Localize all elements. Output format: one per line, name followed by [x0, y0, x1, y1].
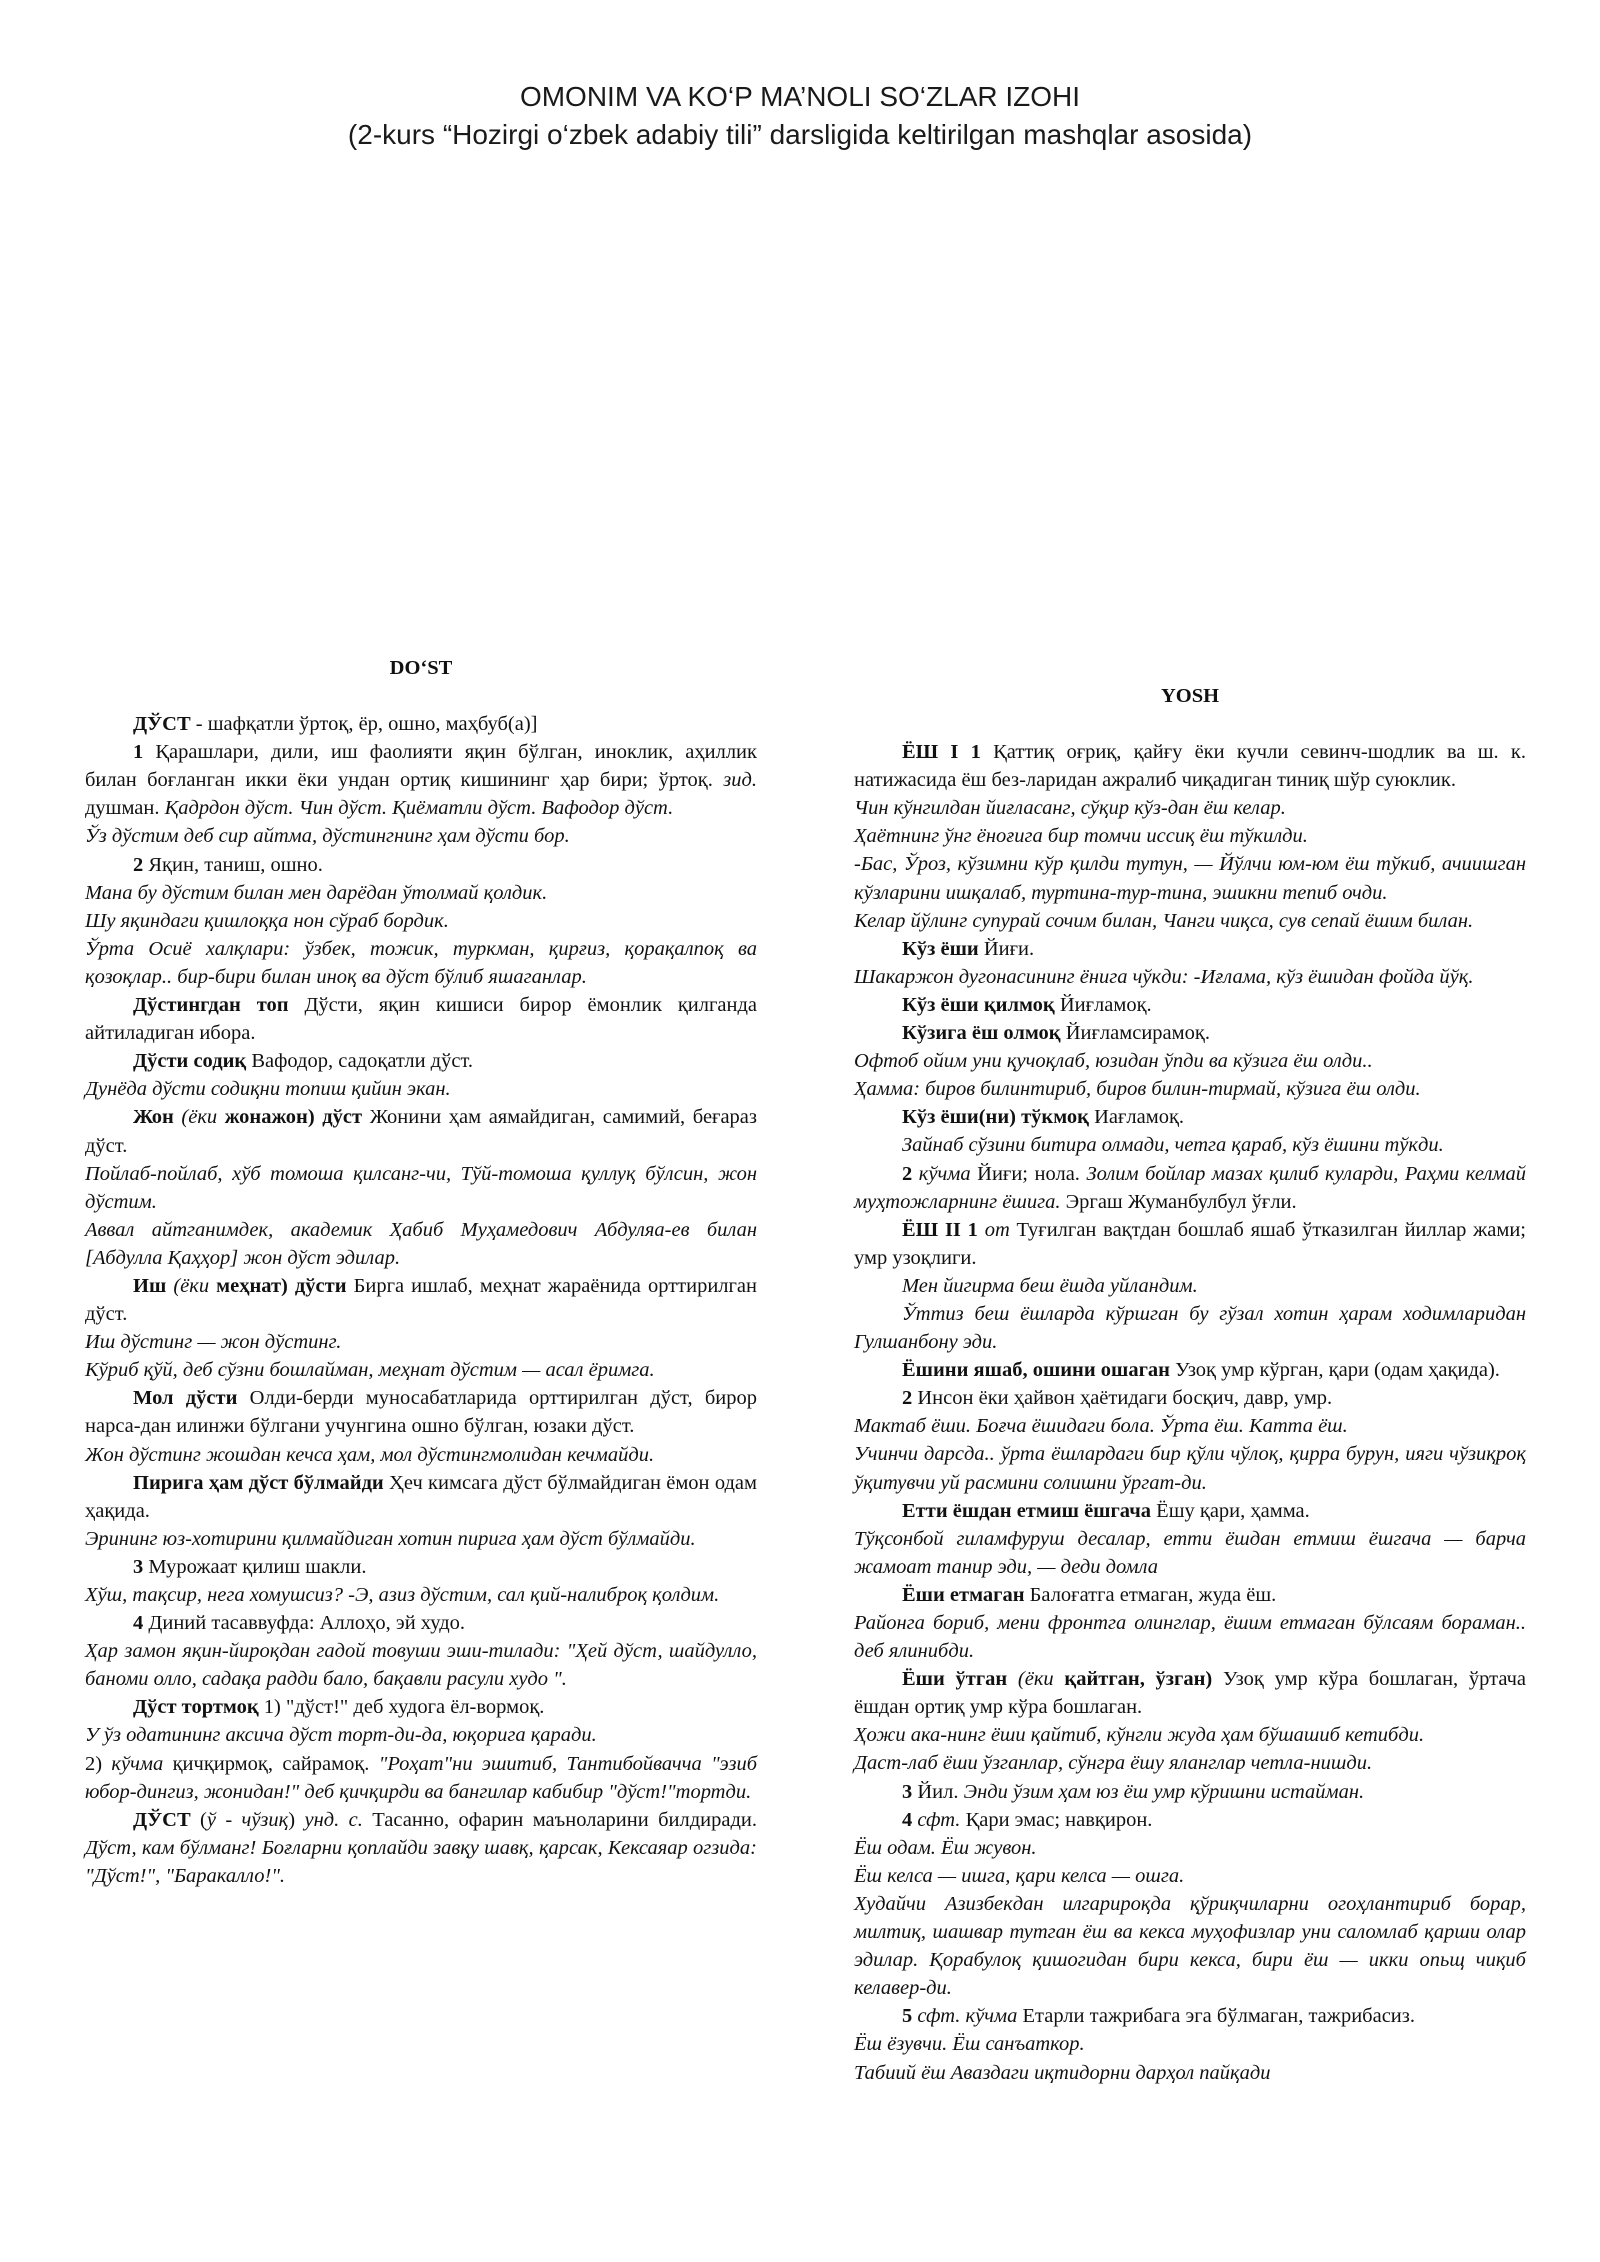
text-run: 1) "дўст!" деб худога ёл-вормоқ. — [258, 1696, 545, 1719]
entry-term: ЁШ I 1 — [902, 741, 981, 764]
example-sentence: У ўз одатининг аксича дўст торт-ди-да, юқорига қаради. — [85, 1724, 597, 1747]
definition-paragraph — [854, 1216, 1526, 1272]
definition-paragraph — [854, 738, 1526, 794]
italic-text: (ёки — [1007, 1668, 1065, 1691]
definition-paragraph — [854, 991, 1526, 1019]
example-sentence: Пойлаб-пойлаб, хўб томоша қилсанг-чи, Тўй-томоша қуллуқ бўлсин, жон дўстим. — [85, 1162, 757, 1213]
example-sentence: Аввал айтганимдек, академик Ҳабиб Муҳамедович Абдуляа-ев билан [Абдулла Қаҳҳор] жон дўст эдилар. — [85, 1218, 757, 1269]
definition-paragraph — [85, 1609, 757, 1637]
italic-text: кўчма — [111, 1752, 164, 1775]
entry-term: 4 — [902, 1808, 913, 1831]
text-run: Йиғламоқ. — [1054, 993, 1152, 1016]
example-sentence: Жон дўстинг жошдан кечса ҳам, мол дўстингмолидан кечмайди. — [85, 1443, 655, 1466]
example-sentence: Шакаржон дугонасининг ёнига чўкди: -Иғлама, кўз ёшидан фойда йўқ. — [854, 965, 1474, 988]
example-sentence: -Бас, Ўроз, кўзимни кўр қилди тутун, — Йўлчи юм-юм ёш тўкиб, ачиишган кўзларини ишқалаб, туртина-тур-тина, эшикни тепиб очди. — [854, 853, 1526, 904]
example-sentence: Райoнга бориб, мени фронтга олинглар, ёшим етмаган бўлсаям бораман.. деб ялинибди. — [854, 1612, 1526, 1663]
text-run: душман. — [85, 797, 165, 820]
text-run: Инсон ёки ҳайвон ҳаётидаги босқич, давр, умр. — [912, 1387, 1333, 1410]
italic-text: "Роҳат"ни эшитиб, Тантибойвачча "эзиб юбор-дингиз, жонидан!" деб қичқирди ва бангилар кабибир "дўст!"тортди. — [85, 1752, 757, 1803]
example-sentence: Ёш ёзувчи. Ёш санъаткор. — [854, 2033, 1085, 2056]
entry-term: ЁШ II 1 — [902, 1218, 978, 1241]
definition-paragraph — [85, 1272, 757, 1328]
italic-text: Қадрдон дўст. Чин дўст. Қиёматли дўст. Вафодор дўст. — [164, 797, 674, 820]
text-run: Туғилган вақтдан бошлаб яшаб ўтказилган йиллар жами; умр узоқлиги. — [854, 1218, 1526, 1269]
text-run: Етарли тажрибага эга бўлмаган, тажрибасиз. — [1017, 2005, 1415, 2028]
entry-term: ДЎСТ — [133, 713, 191, 736]
text-run: Йил. — [912, 1780, 964, 1803]
right-column-yosh — [854, 682, 1526, 2087]
entry-term: жонажон) дўст — [224, 1106, 363, 1129]
text-run: Йиғламсирамоқ. — [1060, 1022, 1210, 1045]
italic-text: кўчма — [918, 1162, 971, 1185]
text-run: Узоқ умр кўра бошлаган, ўртача ёшдан ортиқ умр кўра бошлаган. — [854, 1668, 1527, 1719]
entry-term: Иш — [133, 1274, 167, 1297]
entry-term: қайтган, ўзган) — [1064, 1668, 1213, 1691]
definition-paragraph — [854, 1581, 1526, 1609]
text-run: Дўсти, яқин кишиси бирор ёмонлик қилганда айтиладиган ибора. — [85, 994, 757, 1045]
text-run: Мурожаат қилиш шакли. — [143, 1555, 367, 1578]
example-sentence: Учинчи дарсда.. ўрта ёшлардаги бир қўли чўлоқ, қирра бурун, ияги чўзиқроқ ўқитувчи уй расмини солишни ўргат-ди. — [854, 1443, 1526, 1494]
text-run: - шафқатли ўртоқ, ёр, ошно, маҳбуб(а)] — [190, 713, 538, 736]
entry-term: 2 — [902, 1162, 913, 1185]
text-run: Диний тасаввуфда: Аллоҳо, эй худо. — [143, 1612, 466, 1635]
definition-paragraph — [854, 1778, 1526, 1806]
example-sentence: Эрининг юз-хотирини қилмайдиган хотин пирига ҳам дўст бўлмайди. — [85, 1527, 696, 1550]
entry-term: 3 — [133, 1555, 144, 1578]
entry-term: 2 — [133, 853, 144, 876]
definition-paragraph — [85, 710, 757, 738]
definition-paragraph — [85, 1047, 757, 1075]
text-run: Яқин, таниш, ошно. — [143, 853, 323, 876]
entry-term: 4 — [133, 1612, 144, 1635]
text-run: Жонини ҳам аямайдиган, самимий, беғараз дўст. — [85, 1106, 757, 1157]
entry-term: меҳнат) дўсти — [216, 1274, 347, 1297]
definition-paragraph — [854, 1497, 1526, 1525]
definition-paragraph — [85, 851, 757, 879]
example-sentence: Келар йўлинг супурай сочим билан, Чанги чиқса, сув сепай ёшим билан. — [854, 909, 1474, 932]
entry-term: Кўз ёши қилмоқ — [902, 993, 1055, 1016]
definition-paragraph — [854, 935, 1526, 963]
right-column-body — [854, 738, 1526, 2087]
example-sentence: Ўз дўстим деб сир айтма, дўстингнинг ҳам дўсти бор. — [85, 825, 570, 848]
definition-paragraph — [854, 1384, 1526, 1412]
example-sentence: Ёш келса — ишга, қари келса — ошга. — [854, 1864, 1185, 1887]
text-run: Қаттиқ оғриқ, қайғу ёки кучли севинч-шодлик ва ш. к. натижасида ёш без-ларидан ажралиб чиқадиган тиниқ шўр суюклик. — [854, 741, 1526, 792]
definition-paragraph — [85, 1750, 757, 1806]
entry-term: 5 — [902, 2005, 913, 2028]
definition-paragraph — [854, 1665, 1526, 1721]
example-sentence: Ҳамма: биров билинтириб, биров билин-тирмай, кўзига ёш олди. — [854, 1078, 1421, 1101]
italic-text: ў - чўзиқ — [206, 1808, 289, 1831]
entry-term: Ёши ўтган — [902, 1668, 1008, 1691]
text-run: ) — [288, 1808, 305, 1831]
entry-term: ДЎСТ — [133, 1808, 191, 1831]
text-run — [978, 1219, 985, 1241]
italic-text: (ёки — [173, 1106, 225, 1129]
example-sentence: Ҳожи ака-нинг ёши қайтиб, кўнгли жуда ҳам бўшашиб кетибди. — [854, 1724, 1425, 1747]
entry-term: Кўз ёши — [902, 937, 979, 960]
entry-term: Етти ёшдан етмиш ёшгача — [902, 1499, 1152, 1522]
left-column-heading: DO‘ST — [389, 657, 453, 679]
definition-paragraph — [85, 1806, 757, 1890]
text-run: Эргаш Жуманбулбул ўғли. — [1060, 1190, 1297, 1213]
italic-text: унд. с. — [304, 1808, 363, 1831]
italic-text: сфт. кўчма — [917, 2005, 1018, 2028]
example-sentence: Табиий ёш Авaздаги иқтидорни дарҳол пайқади — [854, 2061, 1271, 2084]
definition-paragraph — [854, 1103, 1526, 1131]
text-run: Ҳеч кимсага дўст бўлмайдиган ёмон одам ҳақида. — [85, 1471, 757, 1522]
entry-term: Жон — [133, 1106, 174, 1129]
definition-paragraph — [85, 1469, 757, 1525]
definition-paragraph — [85, 1553, 757, 1581]
text-run: Узоқ умр кўрган, қари (одам ҳақида). — [1169, 1359, 1500, 1382]
entry-term: 1 — [133, 741, 144, 764]
example-sentence: Зайнаб сўзини битира олмади, четга қараб, кўз ёшини тўкди. — [902, 1134, 1444, 1157]
example-sentence: Тўқсонбой гиламфуруш десалар, етти ёшдан етмиш ёшгача — барча жамоат танир эди, — деди домла — [854, 1527, 1526, 1578]
text-run: Йиғи. — [978, 937, 1035, 960]
left-column-dost — [85, 654, 757, 1890]
italic-text: Энди ўзим ҳам юз ёш умр кўришни истайман. — [963, 1780, 1365, 1803]
definition-paragraph — [85, 991, 757, 1047]
italic-text: от — [984, 1218, 1010, 1241]
text-run: қичқирмоқ, сайрамоқ. — [163, 1752, 379, 1775]
definition-paragraph — [854, 2002, 1526, 2030]
example-sentence: Ҳаётнинг ўнг ёноғига бир томчи иссиқ ёш тўкилди. — [854, 825, 1308, 848]
text-run: Ёшу қари, ҳамма. — [1151, 1499, 1310, 1522]
entry-term: 2 — [902, 1387, 913, 1410]
entry-term: 3 — [902, 1780, 913, 1803]
example-sentence: Мактаб ёши. Боғча ёшидаги бола. Ўрта ёш. Катта ёш. — [854, 1415, 1348, 1438]
example-sentence: Даст-лаб ёши ўзганлар, сўнгра ёшу яланглар четла-нишди. — [854, 1752, 1373, 1775]
definition-paragraph — [854, 1356, 1526, 1384]
example-sentence: Ўрта Осиё халқлари: ўзбек, тожик, туркман, қирғиз, қорақалпоқ ва қозоқлар.. бир-бири билан иноқ ва дўст бўлиб яшаганлар. — [85, 937, 757, 988]
left-column-body — [85, 710, 757, 1890]
definition-paragraph — [854, 1160, 1526, 1216]
example-sentence: Кўриб қўй, деб сўзни бошлайман, меҳнат дўстим — асал ёримга. — [85, 1359, 655, 1382]
text-run: Балоғатга етмаган, жуда ёш. — [1024, 1583, 1277, 1606]
text-run: Қари эмас; навқирон. — [960, 1808, 1153, 1831]
text-run: Тасанно, офарин маъноларини билдиради. — [362, 1808, 757, 1831]
text-run: Бирга ишлаб, меҳнат жараёнида орттирилган дўст. — [85, 1274, 758, 1326]
text-run: Вафодор, садоқатли дўст. — [246, 1050, 473, 1073]
entry-term: Кўз ёши(ни) тўкмоқ — [902, 1106, 1089, 1129]
entry-term: Дўсти содиқ — [133, 1050, 247, 1073]
italic-text: (ёки — [166, 1274, 217, 1297]
example-sentence: Хўш, тақсир, нега хомушсиз? -Э, азиз дўстим, сал қий-налиброқ қолдим. — [85, 1584, 720, 1606]
definition-paragraph — [85, 1384, 757, 1440]
example-sentence: Офтоб ойим уни қучоқлаб, юзидан ўпди ва кўзига ёш олди.. — [854, 1050, 1373, 1073]
entry-term: Кўзига ёш олмоқ — [902, 1022, 1061, 1045]
definition-paragraph — [854, 1806, 1526, 1834]
example-sentence: Ёш одам. Ёш жувон. — [854, 1836, 1037, 1859]
right-column-heading: YOSH — [1160, 685, 1220, 707]
example-sentence: Чин кўнгилдан йиғласанг, сўқир кўз-дан ёш келар. — [854, 797, 1286, 820]
definition-paragraph — [85, 1693, 757, 1721]
example-sentence: Дунёда дўсти содиқни топиш қийин экан. — [85, 1078, 451, 1101]
entry-term: Ёшини яшаб, ошини ошаган — [902, 1359, 1170, 1382]
text-run: Олди-берди муносабатларида орттирилган дўст, бирор нарса-дан илинжи бўлгани учунгина ошно бўлган, юзаки дўст. — [85, 1387, 757, 1438]
entry-term: Дўст тортмоқ — [133, 1696, 259, 1719]
example-sentence: Иш дўстинг — жон дўстинг. — [85, 1331, 342, 1354]
italic-text: Золим бойлар мазах қилиб куларди, Раҳми келмай муҳтожларнинг ёшига. — [854, 1162, 1526, 1213]
example-sentence: Ҳар замон яқин-йироқдан гадой товуши эши-тилади: "Ҳей дўст, шайдулло, баноми олло, садақа радди бало, бақавли расули худо ". — [85, 1640, 757, 1691]
text-run: 2) — [85, 1752, 112, 1775]
italic-text: Дўст, кам бўлманг! Боғларни қоплайди завқу шавқ, қарсак, Кексаяар огзида: "Дўст!", "Баракалло!". — [85, 1836, 757, 1887]
entry-term: Дўстингдан топ — [133, 994, 289, 1017]
entry-term: Мол дўсти — [133, 1387, 238, 1410]
example-sentence: Мен йигирма беш ёшда уйландим. — [902, 1274, 1198, 1297]
document-title-block — [0, 78, 1600, 154]
entry-term: Пирига ҳам дўст бўлмайди — [133, 1471, 384, 1494]
definition-paragraph — [854, 1019, 1526, 1047]
text-run: Қарашлари, дили, иш фаолияти яқин бўлган, иноклик, аҳиллик билан боғланган икки ёки ундан ортиқ кишининг ҳар бири; ўртоқ. — [85, 741, 757, 792]
text-run: ( — [190, 1808, 207, 1831]
example-sentence: Ўттиз беш ёшларда кўршган бу гўзал хотин ҳарам ходимларидан Гулшанбону эди. — [854, 1302, 1526, 1354]
text-run: Иағламоқ. — [1088, 1106, 1185, 1129]
text-run: Йиғи; нола. — [970, 1162, 1087, 1185]
entry-term: Ёши етмаган — [902, 1583, 1025, 1606]
definition-paragraph — [85, 738, 757, 822]
italic-text: зид. — [723, 769, 757, 792]
example-sentence: Худайчи Азизбекдан илгарироқда қўриқчиларни огоҳлантириб борар, милтиқ, шашвар тутган ёш ва кекса муҳофизлар уни саломлаб қарши олар эдилар. Қорабулоқ қишогидан бири кекса, бири ёш — икки опьщ чиқиб келавер-ди. — [854, 1892, 1526, 2000]
example-sentence: Мана бу дўстим билан мен дарёдан ўтолмай қолдик. — [85, 881, 548, 904]
example-sentence: Шу яқиндаги қишлоққа нон сўраб бордик. — [85, 909, 449, 932]
definition-paragraph — [85, 1103, 757, 1159]
document-subtitle: (2-kurs “Hozirgi o‘zbek adabiy tili” darsligida keltirilgan mashqlar asosida) — [347, 119, 1253, 150]
document-title: OMONIM VA KO‘P MA’NOLI SO‘ZLAR IZOHI — [519, 81, 1081, 112]
italic-text: сфт. — [917, 1808, 961, 1831]
